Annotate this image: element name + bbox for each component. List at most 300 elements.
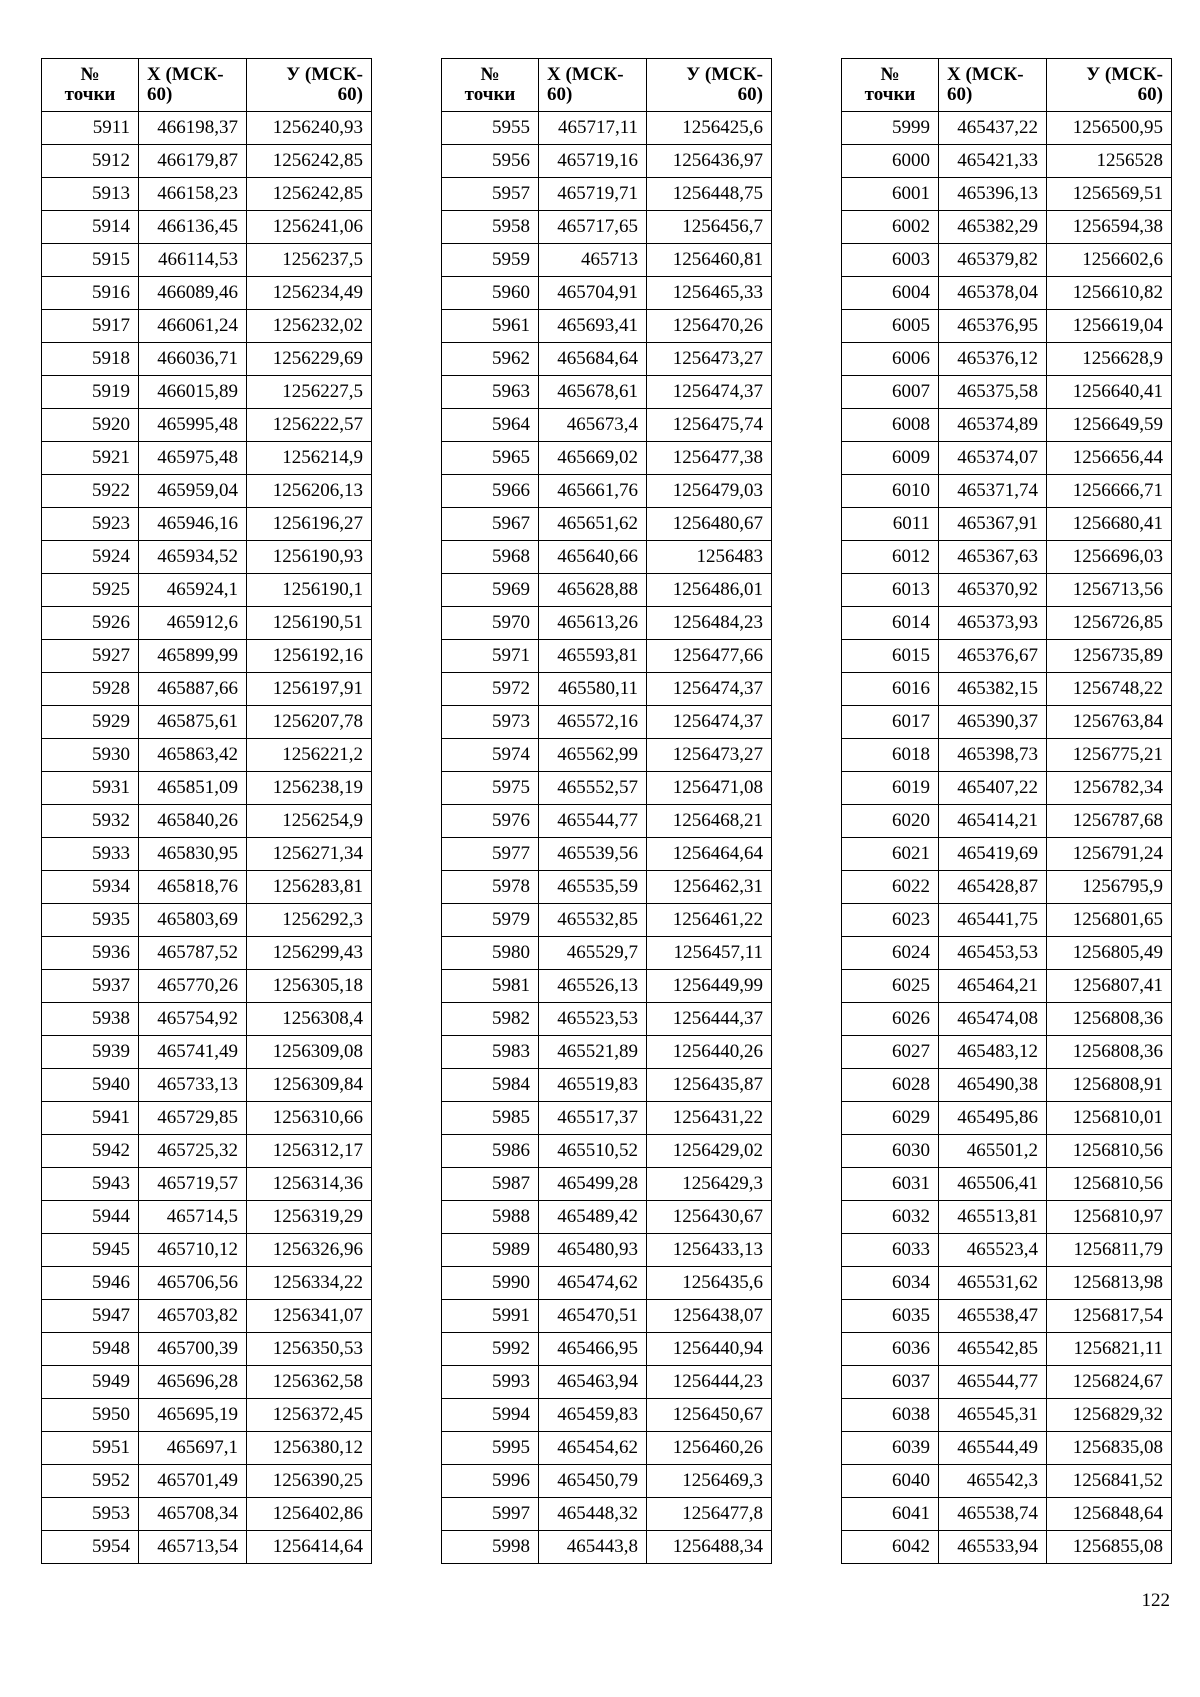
x-coordinate-cell: 465538,74 — [939, 1498, 1047, 1531]
y-coordinate-cell: 1256456,7 — [647, 211, 772, 244]
y-coordinate-cell: 1256810,56 — [1047, 1135, 1172, 1168]
y-coordinate-cell: 1256666,71 — [1047, 475, 1172, 508]
table-row — [842, 1432, 1172, 1465]
x-coordinate-cell: 465651,62 — [539, 508, 647, 541]
y-coordinate-cell: 1256474,37 — [647, 706, 772, 739]
x-coordinate-cell: 465371,74 — [939, 475, 1047, 508]
point-number-cell: 5969 — [442, 574, 539, 607]
x-coordinate-cell: 465419,69 — [939, 838, 1047, 871]
y-coordinate-cell: 1256431,22 — [647, 1102, 772, 1135]
x-coordinate-cell: 465421,33 — [939, 145, 1047, 178]
point-number-cell: 6032 — [842, 1201, 939, 1234]
y-coordinate-cell: 1256610,82 — [1047, 277, 1172, 310]
point-number-cell: 6010 — [842, 475, 939, 508]
point-number-cell: 5918 — [42, 343, 139, 376]
x-coordinate-cell: 465463,94 — [539, 1366, 647, 1399]
page-number: 122 — [1141, 1590, 1170, 1611]
y-coordinate-cell: 1256232,02 — [247, 310, 372, 343]
y-coordinate-cell: 1256414,64 — [247, 1531, 372, 1564]
point-number-cell: 6014 — [842, 607, 939, 640]
point-number-cell: 5983 — [442, 1036, 539, 1069]
x-coordinate-cell: 465398,73 — [939, 739, 1047, 772]
point-number-cell: 6041 — [842, 1498, 939, 1531]
table-row — [42, 1366, 372, 1399]
table-row — [842, 1498, 1172, 1531]
table-row — [842, 904, 1172, 937]
point-number-cell: 5943 — [42, 1168, 139, 1201]
table-row — [442, 838, 772, 871]
table-row — [42, 1498, 372, 1531]
point-number-cell: 6024 — [842, 937, 939, 970]
y-coordinate-cell: 1256402,86 — [247, 1498, 372, 1531]
table-row — [442, 607, 772, 640]
y-coordinate-cell: 1256425,6 — [647, 112, 772, 145]
table-row — [42, 1432, 372, 1465]
point-number-cell: 5922 — [42, 475, 139, 508]
y-coordinate-cell: 1256594,38 — [1047, 211, 1172, 244]
point-number-cell: 5997 — [442, 1498, 539, 1531]
point-number-cell: 5998 — [442, 1531, 539, 1564]
table-row — [842, 739, 1172, 772]
x-coordinate-cell: 465697,1 — [139, 1432, 247, 1465]
x-coordinate-cell: 465376,95 — [939, 310, 1047, 343]
y-coordinate-cell: 1256713,56 — [1047, 574, 1172, 607]
y-coordinate-cell: 1256477,8 — [647, 1498, 772, 1531]
point-number-cell: 5940 — [42, 1069, 139, 1102]
y-coordinate-cell: 1256448,75 — [647, 178, 772, 211]
x-coordinate-cell: 465414,21 — [939, 805, 1047, 838]
table-row — [42, 1036, 372, 1069]
table-row — [442, 112, 772, 145]
y-coordinate-cell: 1256305,18 — [247, 970, 372, 1003]
y-coordinate-cell: 1256835,08 — [1047, 1432, 1172, 1465]
table-row — [42, 871, 372, 904]
point-number-cell: 6006 — [842, 343, 939, 376]
table-row — [442, 508, 772, 541]
y-coordinate-cell: 1256238,19 — [247, 772, 372, 805]
table-row — [42, 1135, 372, 1168]
point-number-cell: 5917 — [42, 310, 139, 343]
table-header-row — [42, 59, 372, 112]
x-coordinate-cell: 465490,38 — [939, 1069, 1047, 1102]
table-row — [842, 937, 1172, 970]
point-number-cell: 5949 — [42, 1366, 139, 1399]
y-coordinate-cell: 1256795,9 — [1047, 871, 1172, 904]
x-coordinate-cell: 465376,12 — [939, 343, 1047, 376]
x-coordinate-cell: 465517,37 — [539, 1102, 647, 1135]
x-coordinate-cell: 466061,24 — [139, 310, 247, 343]
x-coordinate-cell: 465539,56 — [539, 838, 647, 871]
x-coordinate-cell: 465373,93 — [939, 607, 1047, 640]
coordinates-table-2 — [441, 58, 772, 1564]
y-coordinate-cell: 1256810,56 — [1047, 1168, 1172, 1201]
table-row — [842, 1102, 1172, 1135]
y-coordinate-header: У (МСК- 60) — [647, 59, 772, 112]
table-row — [42, 1069, 372, 1102]
y-coordinate-cell: 1256824,67 — [1047, 1366, 1172, 1399]
x-coordinate-cell: 465741,49 — [139, 1036, 247, 1069]
y-coordinate-cell: 1256372,45 — [247, 1399, 372, 1432]
y-coordinate-cell: 1256438,07 — [647, 1300, 772, 1333]
y-coordinate-cell: 1256471,08 — [647, 772, 772, 805]
point-number-cell: 5927 — [42, 640, 139, 673]
table-row — [842, 145, 1172, 178]
x-coordinate-cell: 465437,22 — [939, 112, 1047, 145]
table-row — [842, 376, 1172, 409]
x-coordinate-cell: 466036,71 — [139, 343, 247, 376]
y-coordinate-cell: 1256735,89 — [1047, 640, 1172, 673]
x-coordinate-cell: 465545,31 — [939, 1399, 1047, 1432]
x-coordinate-cell: 465441,75 — [939, 904, 1047, 937]
x-coordinate-cell: 465382,15 — [939, 673, 1047, 706]
table-row — [442, 178, 772, 211]
x-coordinate-cell: 465523,4 — [939, 1234, 1047, 1267]
table-row — [42, 112, 372, 145]
y-coordinate-cell: 1256470,26 — [647, 310, 772, 343]
point-number-cell: 5972 — [442, 673, 539, 706]
y-coordinate-cell: 1256254,9 — [247, 805, 372, 838]
table-row — [442, 1168, 772, 1201]
point-number-cell: 5945 — [42, 1234, 139, 1267]
point-number-cell: 6035 — [842, 1300, 939, 1333]
table-row — [842, 1366, 1172, 1399]
x-coordinate-cell: 465640,66 — [539, 541, 647, 574]
y-coordinate-cell: 1256479,03 — [647, 475, 772, 508]
table-header-row — [442, 59, 772, 112]
point-number-cell: 6004 — [842, 277, 939, 310]
x-coordinate-cell: 465696,28 — [139, 1366, 247, 1399]
point-number-cell: 6016 — [842, 673, 939, 706]
point-number-cell: 6021 — [842, 838, 939, 871]
x-coordinate-header: X (МСК- 60) — [139, 59, 247, 112]
y-coordinate-cell: 1256242,85 — [247, 145, 372, 178]
x-coordinate-cell: 465542,85 — [939, 1333, 1047, 1366]
x-coordinate-cell: 466179,87 — [139, 145, 247, 178]
point-number-cell: 5929 — [42, 706, 139, 739]
y-coordinate-cell: 1256474,37 — [647, 376, 772, 409]
y-coordinate-cell: 1256440,26 — [647, 1036, 772, 1069]
point-number-cell: 5932 — [42, 805, 139, 838]
x-coordinate-cell: 465542,3 — [939, 1465, 1047, 1498]
x-coordinate-cell: 465912,6 — [139, 607, 247, 640]
y-coordinate-cell: 1256433,13 — [647, 1234, 772, 1267]
table-body — [442, 112, 772, 1564]
point-number-cell: 5930 — [42, 739, 139, 772]
x-coordinate-cell: 465787,52 — [139, 937, 247, 970]
point-number-cell: 5950 — [42, 1399, 139, 1432]
x-coordinate-cell: 465684,64 — [539, 343, 647, 376]
point-number-cell: 5975 — [442, 772, 539, 805]
table-row — [442, 937, 772, 970]
table-row — [42, 376, 372, 409]
table-row — [442, 1465, 772, 1498]
y-coordinate-cell: 1256241,06 — [247, 211, 372, 244]
y-coordinate-cell: 1256782,34 — [1047, 772, 1172, 805]
y-coordinate-cell: 1256680,41 — [1047, 508, 1172, 541]
x-coordinate-cell: 465544,77 — [539, 805, 647, 838]
table-row — [842, 970, 1172, 1003]
y-coordinate-cell: 1256450,67 — [647, 1399, 772, 1432]
x-coordinate-cell: 465628,88 — [539, 574, 647, 607]
y-coordinate-cell: 1256649,59 — [1047, 409, 1172, 442]
table-row — [842, 310, 1172, 343]
y-coordinate-cell: 1256435,6 — [647, 1267, 772, 1300]
table-row — [42, 739, 372, 772]
y-coordinate-cell: 1256791,24 — [1047, 838, 1172, 871]
x-coordinate-cell: 465407,22 — [939, 772, 1047, 805]
y-coordinate-cell: 1256460,26 — [647, 1432, 772, 1465]
table-row — [42, 1300, 372, 1333]
point-number-cell: 5970 — [442, 607, 539, 640]
x-coordinate-cell: 465719,16 — [539, 145, 647, 178]
point-number-cell: 5923 — [42, 508, 139, 541]
table-row — [42, 772, 372, 805]
table-row — [42, 937, 372, 970]
x-coordinate-cell: 465367,91 — [939, 508, 1047, 541]
table-header-row — [842, 59, 1172, 112]
table-row — [842, 805, 1172, 838]
x-coordinate-cell: 465489,42 — [539, 1201, 647, 1234]
table-row — [842, 1531, 1172, 1564]
y-coordinate-cell: 1256196,27 — [247, 508, 372, 541]
table-row — [442, 1399, 772, 1432]
table-row — [842, 1003, 1172, 1036]
table-body — [842, 112, 1172, 1564]
point-number-cell: 5989 — [442, 1234, 539, 1267]
point-number-cell: 5915 — [42, 244, 139, 277]
y-coordinate-cell: 1256457,11 — [647, 937, 772, 970]
y-coordinate-cell: 1256473,27 — [647, 343, 772, 376]
y-coordinate-cell: 1256848,64 — [1047, 1498, 1172, 1531]
y-coordinate-cell: 1256810,97 — [1047, 1201, 1172, 1234]
point-number-cell: 5978 — [442, 871, 539, 904]
y-coordinate-cell: 1256435,87 — [647, 1069, 772, 1102]
x-coordinate-cell: 465704,91 — [539, 277, 647, 310]
y-coordinate-cell: 1256242,85 — [247, 178, 372, 211]
point-number-cell: 6007 — [842, 376, 939, 409]
table-row — [842, 838, 1172, 871]
point-number-cell: 5935 — [42, 904, 139, 937]
x-coordinate-cell: 465887,66 — [139, 673, 247, 706]
point-number-cell: 5962 — [442, 343, 539, 376]
point-number-cell: 5993 — [442, 1366, 539, 1399]
point-number-cell: 5914 — [42, 211, 139, 244]
y-coordinate-cell: 1256475,74 — [647, 409, 772, 442]
point-number-cell: 5911 — [42, 112, 139, 145]
table-row — [42, 1234, 372, 1267]
point-number-cell: 6009 — [842, 442, 939, 475]
table-row — [842, 409, 1172, 442]
y-coordinate-cell: 1256483 — [647, 541, 772, 574]
point-number-cell: 6036 — [842, 1333, 939, 1366]
y-coordinate-cell: 1256775,21 — [1047, 739, 1172, 772]
table-row — [42, 1201, 372, 1234]
y-coordinate-cell: 1256465,33 — [647, 277, 772, 310]
point-number-cell: 5967 — [442, 508, 539, 541]
point-number-cell: 6000 — [842, 145, 939, 178]
table-row — [442, 145, 772, 178]
point-number-cell: 6001 — [842, 178, 939, 211]
point-number-cell: 5938 — [42, 1003, 139, 1036]
point-number-cell: 6028 — [842, 1069, 939, 1102]
x-coordinate-cell: 465450,79 — [539, 1465, 647, 1498]
y-coordinate-cell: 1256444,37 — [647, 1003, 772, 1036]
point-number-cell: 5937 — [42, 970, 139, 1003]
point-number-cell: 5924 — [42, 541, 139, 574]
x-coordinate-cell: 465613,26 — [539, 607, 647, 640]
x-coordinate-cell: 465924,1 — [139, 574, 247, 607]
table-row — [42, 277, 372, 310]
x-coordinate-cell: 465453,53 — [939, 937, 1047, 970]
table-row — [842, 1168, 1172, 1201]
point-number-cell: 5912 — [42, 145, 139, 178]
x-coordinate-header: X (МСК- 60) — [539, 59, 647, 112]
x-coordinate-cell: 465840,26 — [139, 805, 247, 838]
x-coordinate-cell: 465382,29 — [939, 211, 1047, 244]
x-coordinate-cell: 465714,5 — [139, 1201, 247, 1234]
table-row — [442, 1069, 772, 1102]
x-coordinate-cell: 465376,67 — [939, 640, 1047, 673]
table-row — [442, 1267, 772, 1300]
point-number-cell: 6008 — [842, 409, 939, 442]
point-number-cell: 6039 — [842, 1432, 939, 1465]
table-row — [42, 1267, 372, 1300]
point-number-cell: 6042 — [842, 1531, 939, 1564]
x-coordinate-cell: 466114,53 — [139, 244, 247, 277]
table-row — [42, 211, 372, 244]
y-coordinate-cell: 1256462,31 — [647, 871, 772, 904]
table-row — [442, 409, 772, 442]
y-coordinate-cell: 1256380,12 — [247, 1432, 372, 1465]
y-coordinate-cell: 1256449,99 — [647, 970, 772, 1003]
y-coordinate-cell: 1256214,9 — [247, 442, 372, 475]
point-number-cell: 5956 — [442, 145, 539, 178]
y-coordinate-cell: 1256444,23 — [647, 1366, 772, 1399]
x-coordinate-cell: 465669,02 — [539, 442, 647, 475]
y-coordinate-cell: 1256440,94 — [647, 1333, 772, 1366]
table-row — [42, 475, 372, 508]
table-row — [42, 1168, 372, 1201]
table-row — [42, 1531, 372, 1564]
table-row — [842, 673, 1172, 706]
table-row — [42, 970, 372, 1003]
y-coordinate-cell: 1256390,25 — [247, 1465, 372, 1498]
point-number-cell: 5951 — [42, 1432, 139, 1465]
y-coordinate-cell: 1256240,93 — [247, 112, 372, 145]
point-number-cell: 5982 — [442, 1003, 539, 1036]
point-number-cell: 5999 — [842, 112, 939, 145]
y-coordinate-cell: 1256628,9 — [1047, 343, 1172, 376]
y-coordinate-cell: 1256480,67 — [647, 508, 772, 541]
y-coordinate-cell: 1256237,5 — [247, 244, 372, 277]
y-coordinate-cell: 1256602,6 — [1047, 244, 1172, 277]
point-number-cell: 5961 — [442, 310, 539, 343]
point-number-cell: 6038 — [842, 1399, 939, 1432]
y-coordinate-cell: 1256805,49 — [1047, 937, 1172, 970]
y-coordinate-cell: 1256190,93 — [247, 541, 372, 574]
point-number-cell: 5942 — [42, 1135, 139, 1168]
y-coordinate-cell: 1256460,81 — [647, 244, 772, 277]
point-number-cell: 5986 — [442, 1135, 539, 1168]
x-coordinate-cell: 465470,51 — [539, 1300, 647, 1333]
point-number-cell: 5981 — [442, 970, 539, 1003]
x-coordinate-cell: 465803,69 — [139, 904, 247, 937]
table-row — [42, 838, 372, 871]
point-number-cell: 5995 — [442, 1432, 539, 1465]
x-coordinate-cell: 465693,41 — [539, 310, 647, 343]
point-number-cell: 5973 — [442, 706, 539, 739]
y-coordinate-cell: 1256283,81 — [247, 871, 372, 904]
x-coordinate-cell: 466015,89 — [139, 376, 247, 409]
x-coordinate-cell: 465934,52 — [139, 541, 247, 574]
point-number-cell: 6037 — [842, 1366, 939, 1399]
y-coordinate-cell: 1256429,02 — [647, 1135, 772, 1168]
y-coordinate-cell: 1256190,1 — [247, 574, 372, 607]
x-coordinate-cell: 465708,34 — [139, 1498, 247, 1531]
point-number-cell: 6034 — [842, 1267, 939, 1300]
point-number-cell: 5977 — [442, 838, 539, 871]
point-number-cell: 5948 — [42, 1333, 139, 1366]
y-coordinate-cell: 1256801,65 — [1047, 904, 1172, 937]
x-coordinate-cell: 465448,32 — [539, 1498, 647, 1531]
x-coordinate-cell: 465510,52 — [539, 1135, 647, 1168]
x-coordinate-cell: 466198,37 — [139, 112, 247, 145]
y-coordinate-cell: 1256748,22 — [1047, 673, 1172, 706]
point-number-cell: 5987 — [442, 1168, 539, 1201]
y-coordinate-cell: 1256808,36 — [1047, 1003, 1172, 1036]
y-coordinate-cell: 1256468,21 — [647, 805, 772, 838]
table-row — [842, 1399, 1172, 1432]
point-number-cell: 5980 — [442, 937, 539, 970]
point-number-header: № точки — [842, 59, 939, 112]
table-row — [842, 772, 1172, 805]
y-coordinate-cell: 1256308,4 — [247, 1003, 372, 1036]
point-number-cell: 5952 — [42, 1465, 139, 1498]
x-coordinate-cell: 465899,99 — [139, 640, 247, 673]
point-number-cell: 6002 — [842, 211, 939, 244]
coordinates-table-3 — [841, 58, 1172, 1564]
coordinates-table-1 — [41, 58, 372, 1564]
x-coordinate-cell: 465375,58 — [939, 376, 1047, 409]
table-row — [42, 343, 372, 376]
y-coordinate-cell: 1256808,36 — [1047, 1036, 1172, 1069]
point-number-cell: 5992 — [442, 1333, 539, 1366]
y-coordinate-cell: 1256787,68 — [1047, 805, 1172, 838]
y-coordinate-cell: 1256656,44 — [1047, 442, 1172, 475]
y-coordinate-cell: 1256310,66 — [247, 1102, 372, 1135]
y-coordinate-header: У (МСК- 60) — [247, 59, 372, 112]
x-coordinate-cell: 465562,99 — [539, 739, 647, 772]
point-number-cell: 5941 — [42, 1102, 139, 1135]
table-row — [442, 772, 772, 805]
y-coordinate-cell: 1256192,16 — [247, 640, 372, 673]
point-number-cell: 5994 — [442, 1399, 539, 1432]
x-coordinate-cell: 465946,16 — [139, 508, 247, 541]
point-number-cell: 5974 — [442, 739, 539, 772]
x-coordinate-cell: 465830,95 — [139, 838, 247, 871]
x-coordinate-cell: 465959,04 — [139, 475, 247, 508]
point-number-cell: 5944 — [42, 1201, 139, 1234]
point-number-cell: 6031 — [842, 1168, 939, 1201]
table-row — [442, 343, 772, 376]
x-coordinate-cell: 465396,13 — [939, 178, 1047, 211]
x-coordinate-cell: 465533,94 — [939, 1531, 1047, 1564]
point-number-cell: 6015 — [842, 640, 939, 673]
y-coordinate-cell: 1256855,08 — [1047, 1531, 1172, 1564]
point-number-cell: 5976 — [442, 805, 539, 838]
x-coordinate-cell: 466158,23 — [139, 178, 247, 211]
table-row — [42, 607, 372, 640]
